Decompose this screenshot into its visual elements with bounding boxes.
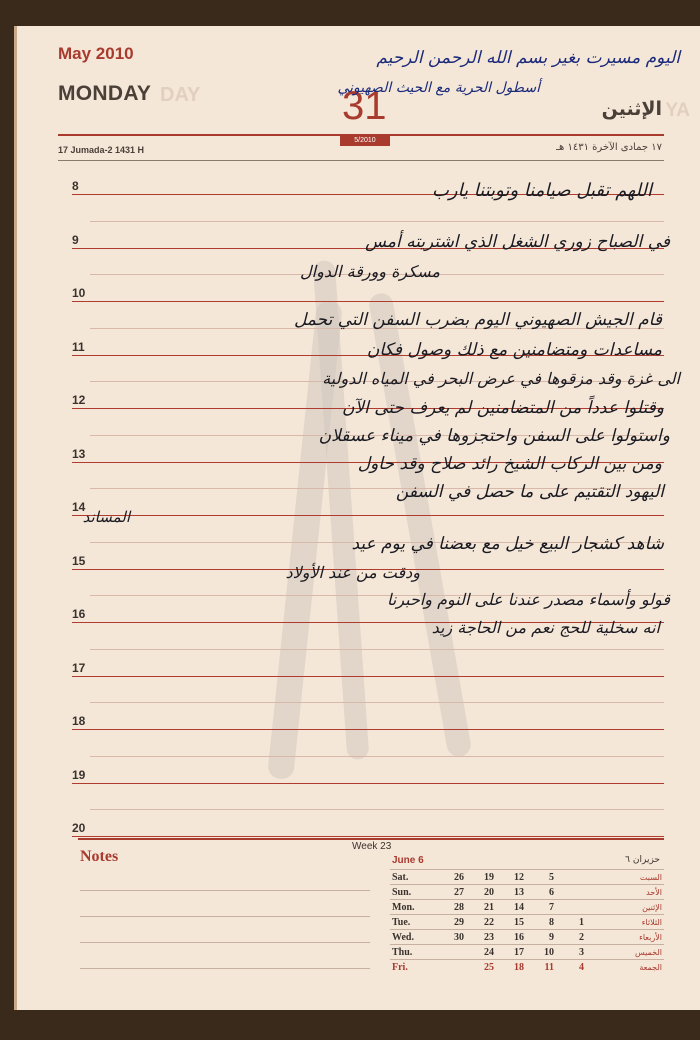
handwritten-line: انه سخلية للحج نعم من الحاجة زيد — [431, 618, 660, 637]
day-name: MONDAY — [58, 82, 152, 105]
calendar-day-label-ar: الجمعة — [590, 960, 664, 975]
hour-label: 17 — [72, 660, 86, 675]
hour-label: 18 — [72, 714, 86, 728]
hour-rule — [72, 836, 664, 837]
calendar-date: 7 — [530, 900, 560, 915]
calendar-date: 30 — [440, 930, 470, 945]
calendar-date: 21 — [470, 900, 500, 915]
hour-label: 19 — [72, 767, 86, 782]
hour-rule — [72, 301, 664, 302]
calendar-day-label-ar: الأحد — [590, 885, 664, 900]
week-number: Week 23 — [352, 841, 392, 852]
note-line — [80, 968, 370, 969]
hour-rule — [72, 515, 664, 516]
calendar-date: 26 — [440, 870, 470, 885]
calendar-day-label-ar: السبت — [590, 870, 664, 885]
calendar-date: 28 — [440, 900, 470, 915]
hour-label: 9 — [72, 232, 79, 247]
calendar-row — [390, 870, 664, 885]
calendar-date: 2 — [560, 930, 590, 945]
note-line — [80, 916, 370, 917]
calendar-date: 6 — [530, 885, 560, 900]
calendar-date: 5 — [530, 870, 560, 885]
calendar-date: 12 — [500, 870, 530, 885]
handwritten-line: اللهم تقبل صيامنا وتوبتنا يارب — [431, 180, 652, 201]
note-line — [80, 890, 370, 891]
hour-label: 11 — [72, 339, 85, 354]
calendar-day-label: Mon. — [390, 900, 440, 915]
hour-label: 15 — [72, 553, 86, 568]
hour-label: 8 — [72, 179, 79, 193]
calendar-date: 24 — [470, 945, 500, 960]
calendar-date: 20 — [470, 885, 500, 900]
calendar-day-label: Wed. — [390, 930, 440, 945]
calendar-date: 1 — [560, 915, 590, 930]
hour-label: 13 — [72, 446, 86, 461]
calendar-date: 8 — [530, 915, 560, 930]
arabic-day-name: الإثنين — [601, 98, 662, 120]
day-name-bleed: DAY — [160, 84, 201, 106]
calendar-date: 17 — [500, 945, 530, 960]
hour-label: 16 — [72, 607, 86, 621]
handwritten-line: المساند — [82, 508, 130, 526]
hour-label: 12 — [72, 393, 86, 407]
hour-label: 20 — [72, 821, 86, 835]
hour-rule — [72, 676, 664, 677]
subheader-rule — [58, 160, 664, 161]
calendar-row — [390, 960, 664, 975]
calendar-row — [390, 915, 664, 930]
handwritten-line: ودقت من عند الأولاد — [285, 563, 420, 582]
month-year: May 2010 — [58, 44, 134, 63]
handwritten-line: قام الجيش الصهيوني اليوم بضرب السفن التي تحمل — [293, 310, 662, 330]
hour-label: 10 — [72, 286, 86, 300]
handwritten-line: ومن بين الركاب الشيخ رائد صلاح وقد حاول — [357, 454, 662, 474]
calendar-date: 14 — [500, 900, 530, 915]
calendar-date: 3 — [560, 945, 590, 960]
calendar-month-ar: حزيران ٦ — [625, 855, 660, 865]
calendar-row — [390, 930, 664, 945]
handwritten-line: مسكرة وورقة الدوال — [300, 262, 440, 281]
calendar-date: 4 — [560, 960, 590, 975]
calendar-day-label-ar: الثلاثاء — [590, 915, 664, 930]
calendar-day-label: Fri. — [390, 960, 440, 975]
calendar-date: 18 — [500, 960, 530, 975]
calendar-date: 16 — [500, 930, 530, 945]
hijri-date-ar: ١٧ جمادى الآخرة ١٤٣١ هـ — [556, 142, 662, 153]
calendar-day-label-ar: الإثنين — [590, 900, 664, 915]
calendar-date: 27 — [440, 885, 470, 900]
hour-rule — [72, 729, 664, 730]
calendar-date: 29 — [440, 915, 470, 930]
calendar-date — [440, 945, 470, 960]
half-hour-rule — [90, 809, 664, 810]
calendar-date: 19 — [470, 870, 500, 885]
notes-rule — [78, 838, 664, 840]
hijri-date-en: 17 Jumada-2 1431 H — [58, 145, 145, 155]
calendar-date: 13 — [500, 885, 530, 900]
calendar-date — [560, 870, 590, 885]
calendar-day-label-ar: الأربعاء — [590, 930, 664, 945]
handwritten-heading: اليوم مسيرت بغير بسم الله الرحمن الرحيم — [376, 48, 680, 68]
half-hour-rule — [90, 221, 664, 222]
calendar-date — [440, 960, 470, 975]
day-number: 31 — [342, 84, 387, 128]
handwritten-line: وقتلوا عدداً من المتضامنين لم يعرف حتى الآن — [341, 398, 664, 418]
handwritten-line: في الصباح زوري الشغل الذي اشتريته أمس — [365, 232, 670, 252]
calendar-date — [560, 900, 590, 915]
handwritten-heading-2: أسطول الحرية مع الحيث الصهيوني — [337, 80, 540, 96]
handwritten-line: الى غزة وقد مزقوها في عرض البحر في المياه الدولية — [322, 369, 680, 388]
calendar-date: 22 — [470, 915, 500, 930]
handwritten-line: مساعدات ومتضامنين مع ذلك وصول فكان — [366, 340, 662, 360]
calendar-row — [390, 900, 664, 915]
calendar-day-label: Sat. — [390, 870, 440, 885]
handwritten-line: قولو وأسماء مصدر عندنا على النوم واحبرنا — [386, 590, 670, 609]
handwritten-line: واستولوا على السفن واحتجزوها في ميناء عسقلان — [318, 426, 670, 446]
half-hour-rule — [90, 702, 664, 703]
half-hour-rule — [90, 649, 664, 650]
handwritten-line: شاهد كشجار البيع خيل مع بعضنا في يوم عيد — [351, 534, 664, 554]
calendar-date: 25 — [470, 960, 500, 975]
mini-calendar — [390, 869, 664, 975]
hour-rule — [72, 783, 664, 784]
calendar-day-label: Sun. — [390, 885, 440, 900]
month-badge: 5/2010 — [340, 136, 390, 146]
calendar-row — [390, 945, 664, 960]
note-line — [80, 942, 370, 943]
calendar-day-label-ar: الخميس — [590, 945, 664, 960]
calendar-date — [560, 885, 590, 900]
handwritten-line: اليهود التقتيم على ما حصل في السفن — [395, 482, 664, 502]
page-shadow — [40, 1010, 700, 1040]
calendar-month-en: June 6 — [392, 855, 424, 866]
calendar-day-label: Tue. — [390, 915, 440, 930]
calendar-day-label: Thu. — [390, 945, 440, 960]
half-hour-rule — [90, 756, 664, 757]
calendar-row — [390, 885, 664, 900]
arabic-day-bleed: YA — [665, 100, 690, 121]
calendar-date: 11 — [530, 960, 560, 975]
notes-title: Notes — [80, 848, 119, 865]
hour-label: 14 — [72, 500, 86, 514]
calendar-date: 9 — [530, 930, 560, 945]
calendar-date: 15 — [500, 915, 530, 930]
calendar-date: 10 — [530, 945, 560, 960]
calendar-date: 23 — [470, 930, 500, 945]
